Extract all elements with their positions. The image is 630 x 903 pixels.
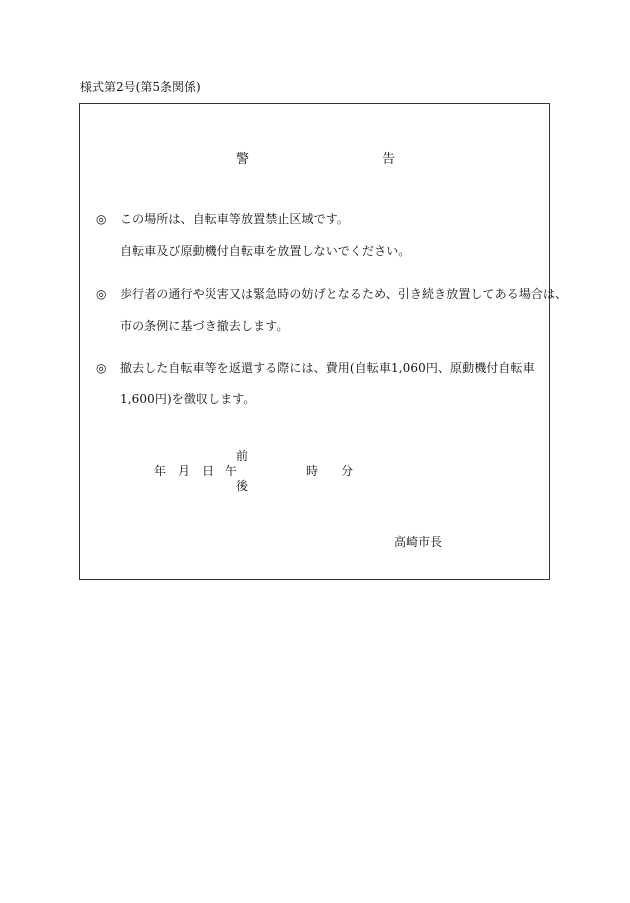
minute-label: 分 [341, 464, 354, 478]
year-label: 年 [154, 464, 167, 478]
month-label: 月 [178, 464, 191, 478]
title-char-left: 警 [236, 152, 250, 167]
paragraph-3-line-1: 撤去した自転車等を返還する際には、費用(自転車1,060円、原動機付自転車 [120, 361, 535, 375]
paragraph-2-line-1: 歩行者の通行や災害又は緊急時の妨げとなるため、引き続き放置してある場合は、 [120, 287, 568, 301]
ampm-label: 午 [225, 464, 238, 478]
paragraph-1-line-2: 自転車及び原動機付自転車を放置しないでください。 [120, 244, 411, 258]
paragraph-2-mark: ◎ [96, 287, 107, 301]
paragraph-1-line-1: この場所は、自転車等放置禁止区域です。 [120, 212, 349, 226]
pm-label: 後 [236, 479, 249, 493]
paragraph-2-line-2: 市の条例に基づき撤去します。 [120, 319, 289, 333]
paragraph-1-mark: ◎ [96, 212, 107, 226]
hour-label: 時 [306, 464, 319, 478]
form-label: 様式第2号(第5条関係) [80, 80, 201, 94]
signature-mayor: 高崎市長 [394, 535, 443, 549]
paragraph-3-line-2: 1,600円)を徴収します。 [120, 392, 256, 406]
paragraph-3-mark: ◎ [96, 361, 107, 375]
warning-notice-frame [79, 103, 550, 580]
day-label: 日 [202, 464, 215, 478]
am-label: 前 [236, 449, 249, 463]
title-char-right: 告 [382, 152, 396, 167]
